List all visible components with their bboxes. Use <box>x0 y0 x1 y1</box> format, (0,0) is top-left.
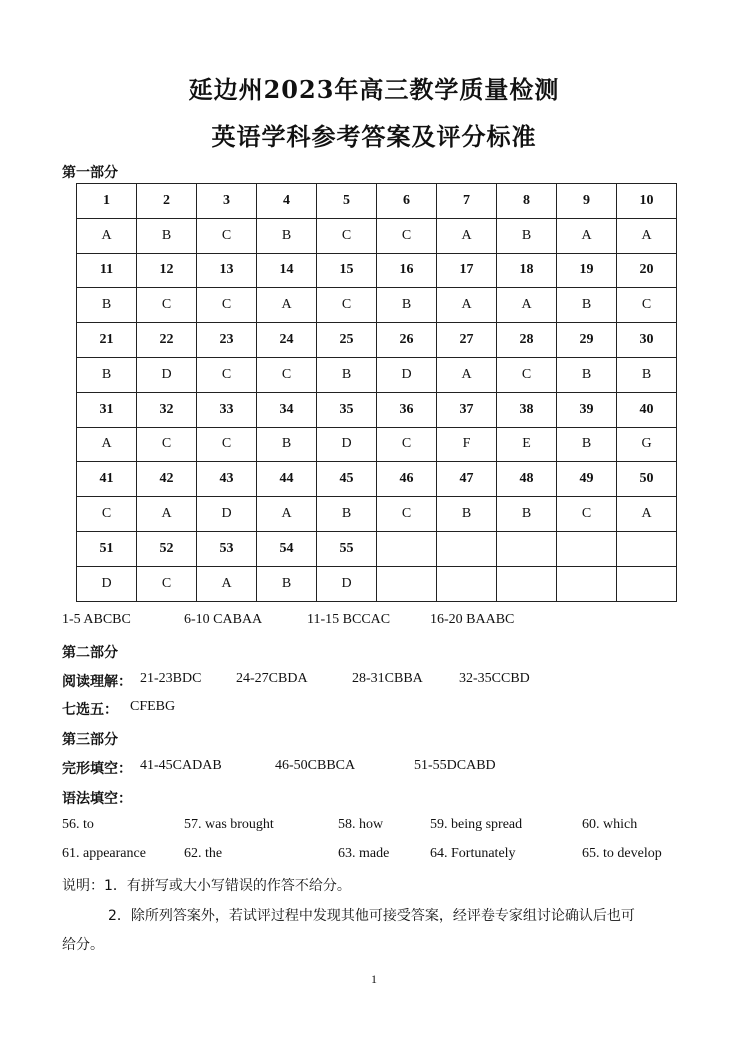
question-number-cell <box>557 531 617 566</box>
note-line-2: 2．除所列答案外，若试评过程中发现其他可接受答案，经评卷专家组讨论确认后也可 <box>108 908 635 924</box>
grammar-item: 58. how <box>338 817 384 832</box>
question-number-cell: 49 <box>557 462 617 497</box>
cloze-label: 完形填空： <box>62 761 132 777</box>
question-number-cell: 19 <box>557 253 617 288</box>
question-number-row <box>77 531 677 566</box>
question-number-cell: 33 <box>197 392 257 427</box>
answer-cell: B <box>557 288 617 323</box>
answer-cell: D <box>317 566 377 601</box>
question-number-cell: 27 <box>437 323 497 358</box>
question-number-cell: 51 <box>77 531 137 566</box>
answer-cell: F <box>437 427 497 462</box>
answer-cell: B <box>557 427 617 462</box>
question-number-cell: 11 <box>77 253 137 288</box>
answer-cell: B <box>497 497 557 532</box>
question-number-cell <box>377 531 437 566</box>
question-number-cell: 45 <box>317 462 377 497</box>
answer-cell: E <box>497 427 557 462</box>
part2-heading: 第二部分 <box>62 645 118 661</box>
question-number-row <box>77 253 677 288</box>
answer-cell <box>617 566 677 601</box>
question-number-cell: 41 <box>77 462 137 497</box>
question-number-cell: 9 <box>557 184 617 219</box>
answer-cell: C <box>617 288 677 323</box>
note-line-3: 给分。 <box>62 937 104 953</box>
question-number-cell <box>497 531 557 566</box>
answer-cell: A <box>437 357 497 392</box>
question-number-row <box>77 323 677 358</box>
question-number-cell <box>617 531 677 566</box>
answer-cell <box>497 566 557 601</box>
cloze-item: 41-45CADAB <box>140 758 222 773</box>
answer-cell: C <box>317 218 377 253</box>
question-number-cell: 38 <box>497 392 557 427</box>
answer-cell: D <box>77 566 137 601</box>
summary-item: 16-20 BAABC <box>430 612 515 627</box>
question-number-cell: 26 <box>377 323 437 358</box>
document-subtitle: 英语学科参考答案及评分标准 <box>211 122 537 151</box>
answer-cell: A <box>77 218 137 253</box>
question-number-cell: 55 <box>317 531 377 566</box>
answer-cell: C <box>497 357 557 392</box>
answer-cell: B <box>317 357 377 392</box>
grammar-item: 62. the <box>184 846 223 861</box>
answer-cell: C <box>137 427 197 462</box>
question-number-cell: 23 <box>197 323 257 358</box>
question-number-cell: 12 <box>137 253 197 288</box>
question-number-cell: 17 <box>437 253 497 288</box>
question-number-cell: 24 <box>257 323 317 358</box>
answer-cell: B <box>557 357 617 392</box>
question-number-row <box>77 462 677 497</box>
grammar-label: 语法填空： <box>62 791 132 807</box>
reading-item: 21-23BDC <box>140 671 202 686</box>
answer-cell: B <box>317 497 377 532</box>
question-number-cell: 54 <box>257 531 317 566</box>
question-number-cell: 25 <box>317 323 377 358</box>
question-number-cell: 29 <box>557 323 617 358</box>
question-number-cell: 32 <box>137 392 197 427</box>
question-number-cell: 47 <box>437 462 497 497</box>
summary-item: 11-15 BCCAC <box>307 612 391 627</box>
answer-cell: B <box>77 288 137 323</box>
question-number-cell: 16 <box>377 253 437 288</box>
reading-line <box>62 671 530 691</box>
question-number-row <box>77 184 677 219</box>
part1-heading: 第一部分 <box>62 165 118 181</box>
answer-cell: C <box>137 566 197 601</box>
grammar-item: 57. was brought <box>184 817 274 832</box>
reading-label: 阅读理解： <box>62 674 132 690</box>
answer-cell: A <box>77 427 137 462</box>
question-number-cell: 8 <box>497 184 557 219</box>
question-number-cell: 15 <box>317 253 377 288</box>
note-line-1: 说明：1．有拼写或大小写错误的作答不给分。 <box>62 878 351 894</box>
part3-heading: 第三部分 <box>62 732 118 748</box>
question-number-cell <box>437 531 497 566</box>
question-number-cell: 5 <box>317 184 377 219</box>
answer-row <box>77 357 677 392</box>
question-number-cell: 36 <box>377 392 437 427</box>
answer-cell: D <box>317 427 377 462</box>
question-number-cell: 10 <box>617 184 677 219</box>
answer-cell: C <box>377 218 437 253</box>
grammar-item: 59. being spread <box>430 817 523 832</box>
answer-cell: A <box>437 288 497 323</box>
question-number-cell: 21 <box>77 323 137 358</box>
document-title: 延边州2023年高三教学质量检测 <box>188 75 560 104</box>
grammar-item: 65. to develop <box>582 846 662 861</box>
answer-row <box>77 218 677 253</box>
answer-cell <box>437 566 497 601</box>
answer-cell: C <box>257 357 317 392</box>
answer-cell: B <box>257 566 317 601</box>
question-number-cell: 43 <box>197 462 257 497</box>
answer-cell <box>377 566 437 601</box>
cloze-line <box>62 758 496 778</box>
answer-row <box>77 497 677 532</box>
answer-cell: A <box>617 497 677 532</box>
answer-cell: B <box>437 497 497 532</box>
question-number-cell: 48 <box>497 462 557 497</box>
answer-cell: D <box>377 357 437 392</box>
answer-cell: C <box>197 218 257 253</box>
answer-cell: A <box>497 288 557 323</box>
question-number-cell: 13 <box>197 253 257 288</box>
answer-cell: C <box>137 288 197 323</box>
grammar-item: 60. which <box>582 817 638 832</box>
reading-item: 24-27CBDA <box>236 671 308 686</box>
answer-cell: B <box>77 357 137 392</box>
answer-cell: B <box>617 357 677 392</box>
answer-cell: B <box>257 218 317 253</box>
answer-cell: C <box>197 427 257 462</box>
question-number-cell: 35 <box>317 392 377 427</box>
answer-cell: G <box>617 427 677 462</box>
question-number-cell: 14 <box>257 253 317 288</box>
question-number-cell: 50 <box>617 462 677 497</box>
question-number-row <box>77 392 677 427</box>
grammar-item: 56. to <box>62 817 94 832</box>
answer-row <box>77 566 677 601</box>
question-number-cell: 34 <box>257 392 317 427</box>
question-number-cell: 39 <box>557 392 617 427</box>
answer-cell: A <box>617 218 677 253</box>
reading-item: 28-31CBBA <box>352 671 423 686</box>
grammar-heading-line <box>62 788 132 808</box>
grammar-item: 63. made <box>338 846 390 861</box>
question-number-cell: 31 <box>77 392 137 427</box>
answer-cell: C <box>317 288 377 323</box>
answer-cell: C <box>557 497 617 532</box>
seven-line <box>62 699 176 719</box>
answer-cell: C <box>377 427 437 462</box>
answer-cell <box>557 566 617 601</box>
question-number-cell: 1 <box>77 184 137 219</box>
question-number-cell: 52 <box>137 531 197 566</box>
summary-item: 6-10 CABAA <box>184 612 263 627</box>
cloze-item: 51-55DCABD <box>414 758 496 773</box>
answer-cell: D <box>137 357 197 392</box>
answer-cell: A <box>557 218 617 253</box>
answer-row <box>77 288 677 323</box>
grammar-item: 64. Fortunately <box>430 846 516 861</box>
answer-cell: A <box>197 566 257 601</box>
question-number-cell: 40 <box>617 392 677 427</box>
answer-row <box>77 427 677 462</box>
answer-cell: A <box>257 497 317 532</box>
question-number-cell: 53 <box>197 531 257 566</box>
question-number-cell: 37 <box>437 392 497 427</box>
question-number-cell: 7 <box>437 184 497 219</box>
answer-cell: B <box>497 218 557 253</box>
question-number-cell: 30 <box>617 323 677 358</box>
answer-cell: C <box>377 497 437 532</box>
answer-cell: B <box>137 218 197 253</box>
answer-table <box>76 183 677 602</box>
page-number: 1 <box>371 972 377 986</box>
question-number-cell: 28 <box>497 323 557 358</box>
question-number-cell: 44 <box>257 462 317 497</box>
question-number-cell: 4 <box>257 184 317 219</box>
question-number-cell: 22 <box>137 323 197 358</box>
answer-cell: D <box>197 497 257 532</box>
question-number-cell: 6 <box>377 184 437 219</box>
cloze-item: 46-50CBBCA <box>275 758 356 773</box>
answer-cell: C <box>77 497 137 532</box>
answer-cell: C <box>197 357 257 392</box>
answer-cell: A <box>137 497 197 532</box>
reading-item: 32-35CCBD <box>459 671 530 686</box>
question-number-cell: 18 <box>497 253 557 288</box>
answer-cell: C <box>197 288 257 323</box>
seven-label: 七选五： <box>62 702 118 718</box>
answer-cell: B <box>257 427 317 462</box>
question-number-cell: 2 <box>137 184 197 219</box>
question-number-cell: 46 <box>377 462 437 497</box>
question-number-cell: 42 <box>137 462 197 497</box>
grammar-item: 61. appearance <box>62 846 146 861</box>
answer-cell: A <box>437 218 497 253</box>
answer-cell: A <box>257 288 317 323</box>
question-number-cell: 20 <box>617 253 677 288</box>
question-number-cell: 3 <box>197 184 257 219</box>
summary-item: 1-5 ABCBC <box>62 612 131 627</box>
answer-cell: B <box>377 288 437 323</box>
seven-answer: CFEBG <box>130 699 176 714</box>
